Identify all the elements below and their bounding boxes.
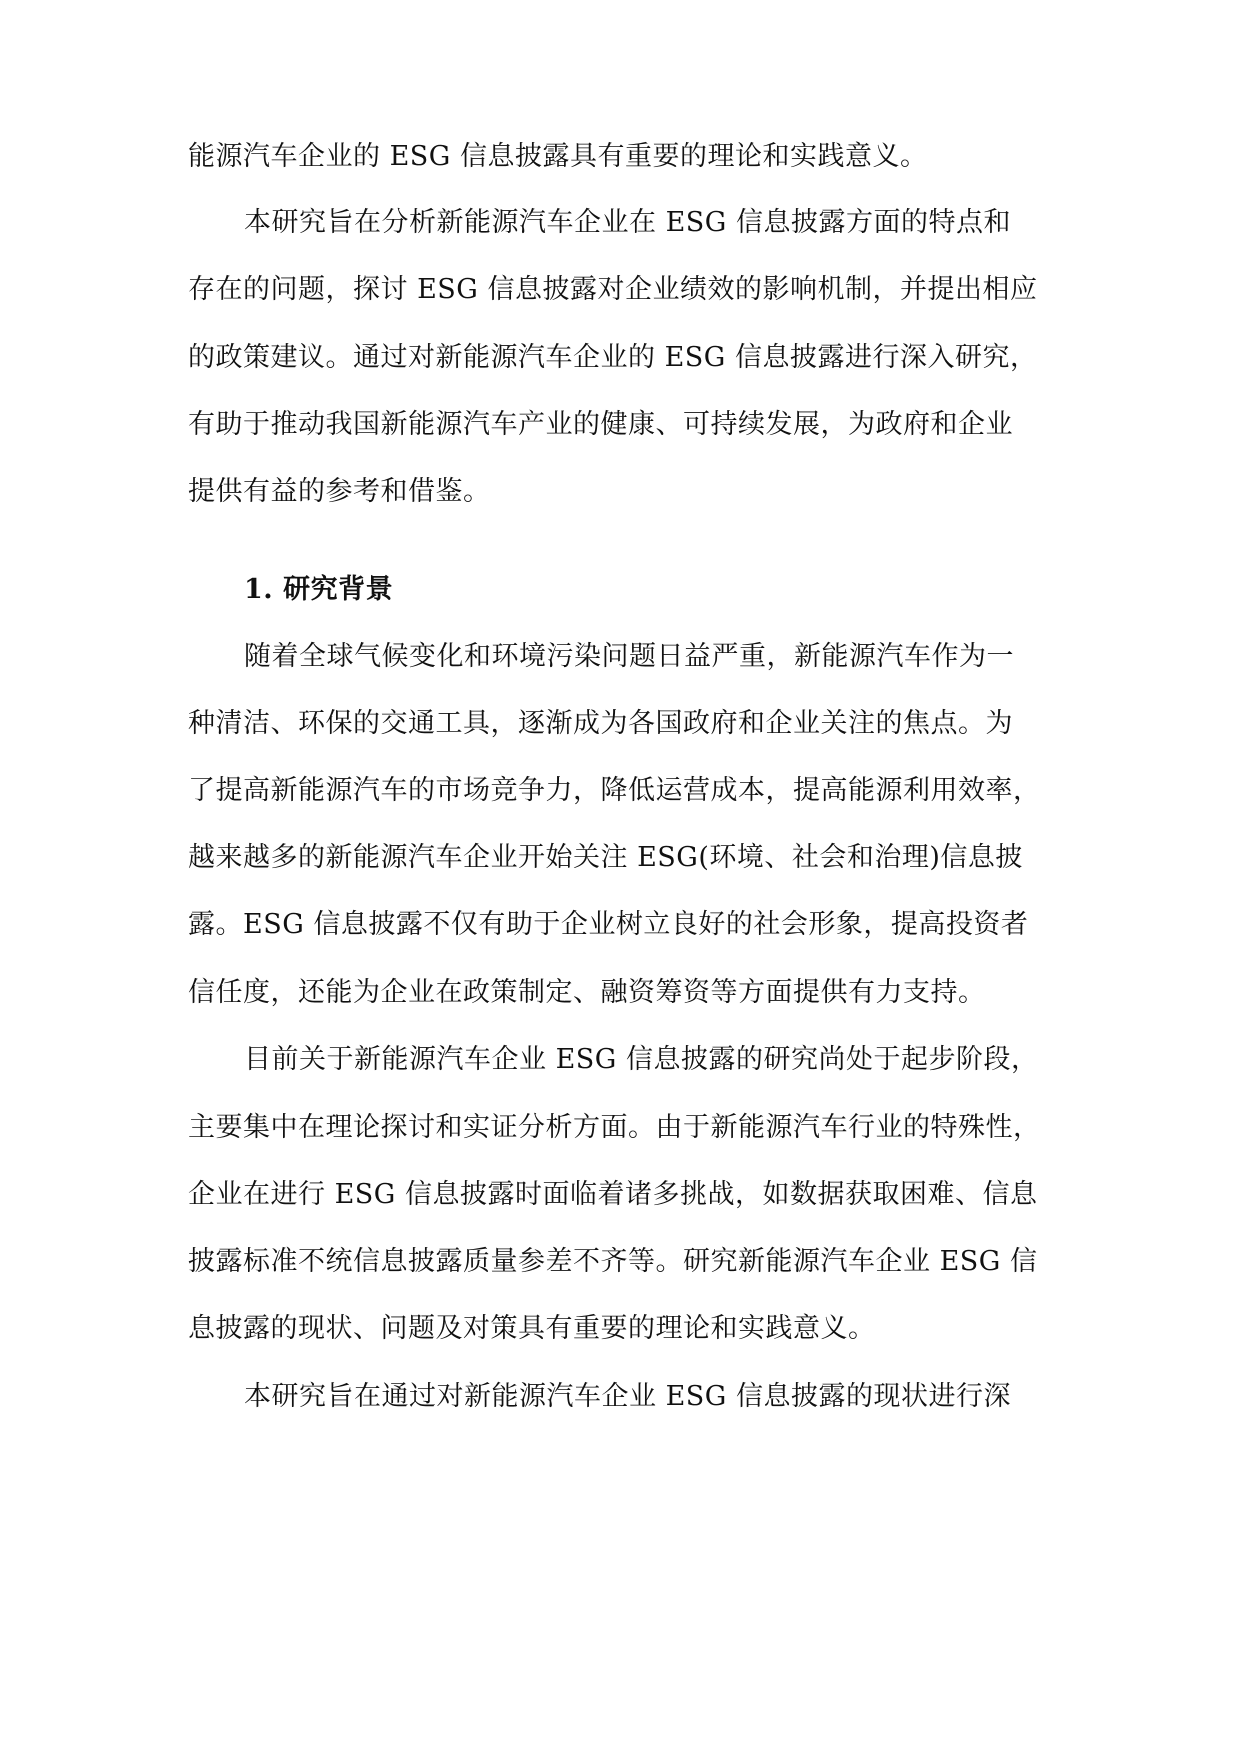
text-line: 提供有益的参考和借鉴。 [188, 476, 491, 507]
text-line: 种清洁、环保的交通工具，逐渐成为各国政府和企业关注的焦点。为 [188, 708, 1013, 739]
text-line: 存在的问题，探讨 ESG 信息披露对企业绩效的影响机制，并提出相应 [188, 274, 1038, 305]
text-line: 信任度，还能为企业在政策制定、融资筹资等方面提供有力支持。 [188, 977, 986, 1008]
text-line: 息披露的现状、问题及对策具有重要的理论和实践意义。 [188, 1313, 876, 1344]
text-line: 的政策建议。通过对新能源汽车企业的 ESG 信息披露进行深入研究， [188, 342, 1038, 373]
text-line: 能源汽车企业的 ESG 信息披露具有重要的理论和实践意义。 [188, 141, 928, 172]
paragraph-first-line: 本研究旨在通过对新能源汽车企业 ESG 信息披露的现状进行深 [244, 1381, 1011, 1412]
paragraph-first-line: 本研究旨在分析新能源汽车企业在 ESG 信息披露方面的特点和 [244, 207, 1011, 238]
text-line: 越来越多的新能源汽车企业开始关注 ESG(环境、社会和治理)信息披 [188, 842, 1023, 873]
paragraph-first-line: 目前关于新能源汽车企业 ESG 信息披露的研究尚处于起步阶段， [244, 1044, 1039, 1075]
section-heading: 1. 研究背景 [244, 574, 394, 605]
text-line: 有助于推动我国新能源汽车产业的健康、可持续发展，为政府和企业 [188, 409, 1013, 440]
text-line: 露。ESG 信息披露不仅有助于企业树立良好的社会形象，提高投资者 [188, 909, 1029, 940]
text-line: 主要集中在理论探讨和实证分析方面。由于新能源汽车行业的特殊性， [188, 1112, 1041, 1143]
text-line: 企业在进行 ESG 信息披露时面临着诸多挑战，如数据获取困难、信息 [188, 1179, 1038, 1210]
paragraph-first-line: 随着全球气候变化和环境污染问题日益严重，新能源汽车作为一 [244, 641, 1014, 672]
text-line: 了提高新能源汽车的市场竞争力，降低运营成本，提高能源利用效率， [188, 775, 1041, 806]
text-line: 披露标准不统信息披露质量参差不齐等。研究新能源汽车企业 ESG 信 [188, 1246, 1038, 1277]
